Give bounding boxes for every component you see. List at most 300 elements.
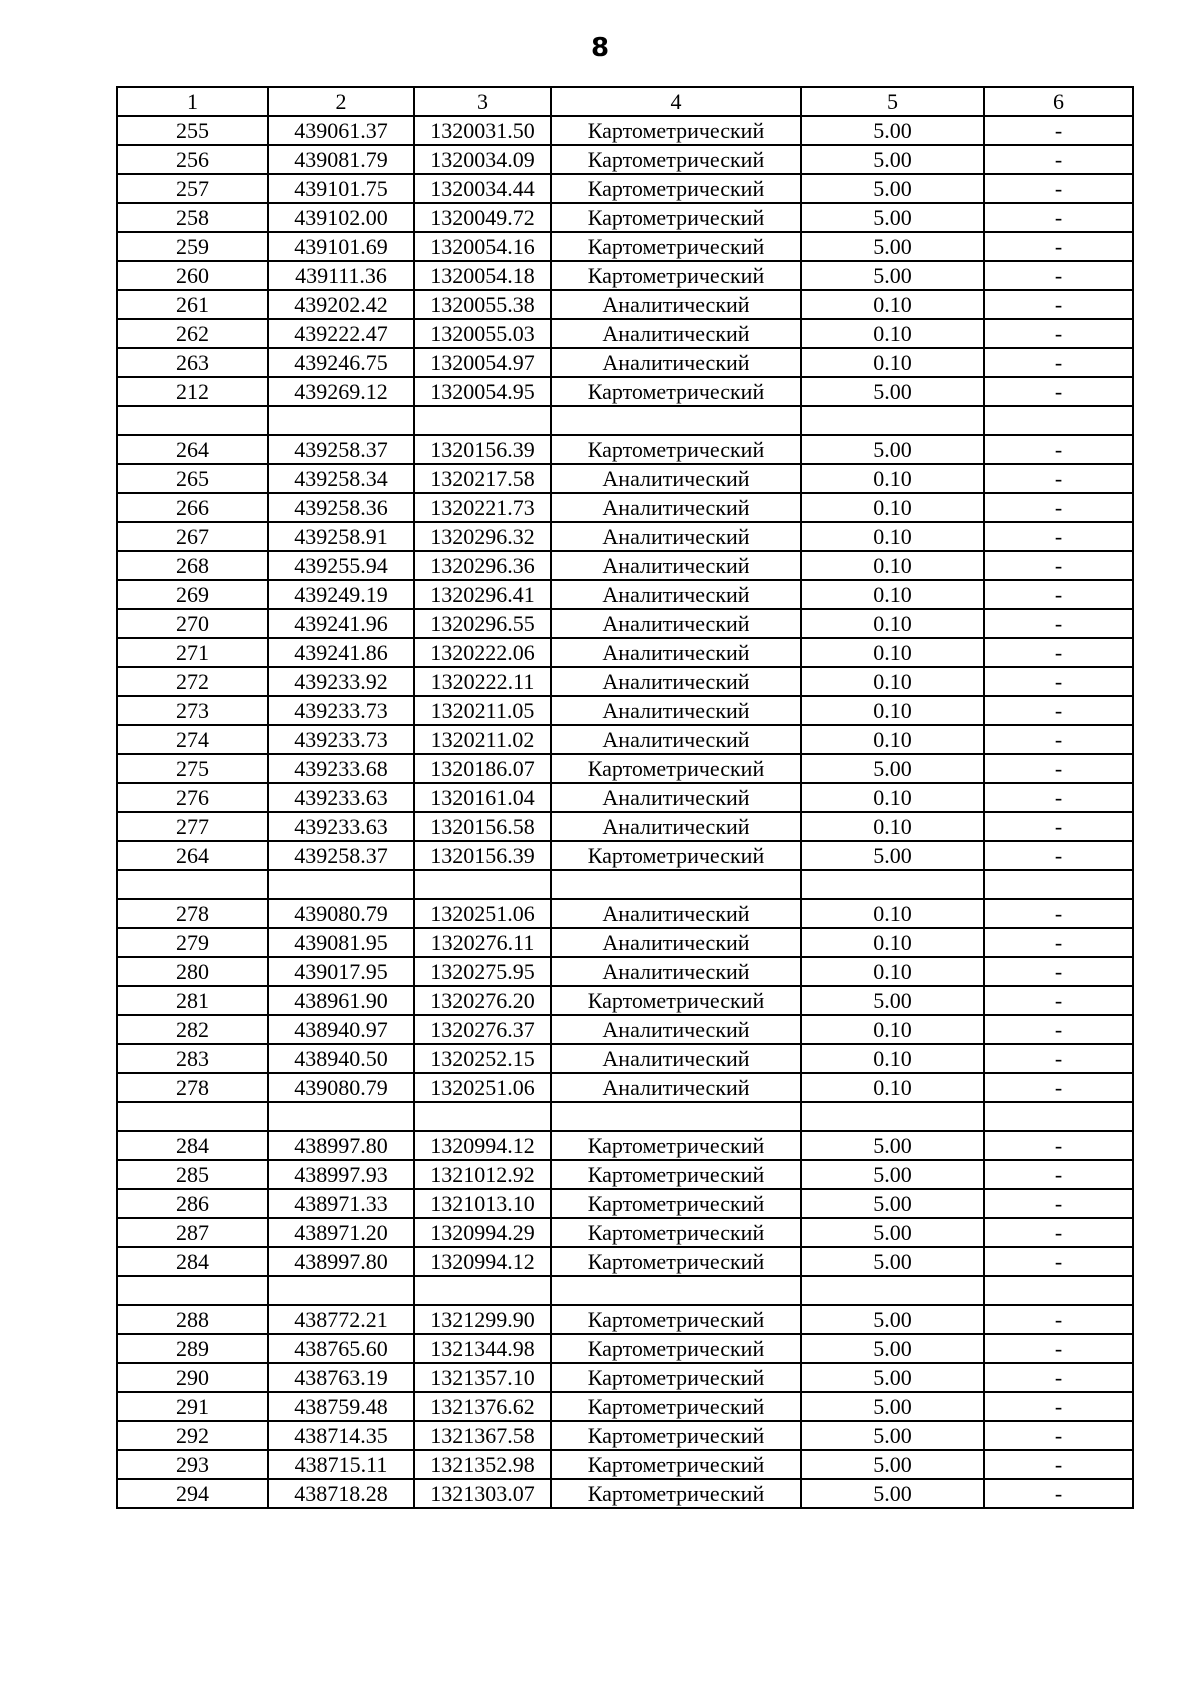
table-row xyxy=(117,493,1133,522)
y-coordinate-cell: 1320156.39 xyxy=(414,435,551,464)
method-cell: Аналитический xyxy=(551,725,801,754)
table-row xyxy=(117,1160,1133,1189)
note-cell: - xyxy=(984,174,1133,203)
table-row xyxy=(117,1015,1133,1044)
column-header: 1 xyxy=(117,87,268,116)
table-row xyxy=(117,928,1133,957)
table-row xyxy=(117,1276,1133,1305)
x-coordinate-cell: 439246.75 xyxy=(268,348,414,377)
method-cell: Картометрический xyxy=(551,203,801,232)
x-coordinate-cell: 439233.73 xyxy=(268,696,414,725)
column-header: 6 xyxy=(984,87,1133,116)
point-number-cell: 258 xyxy=(117,203,268,232)
table-row xyxy=(117,406,1133,435)
y-coordinate-cell: 1320054.95 xyxy=(414,377,551,406)
method-cell: Картометрический xyxy=(551,1131,801,1160)
x-coordinate-cell: 439101.69 xyxy=(268,232,414,261)
accuracy-cell: 5.00 xyxy=(801,1450,984,1479)
point-number-cell: 257 xyxy=(117,174,268,203)
table-row xyxy=(117,551,1133,580)
note-cell: - xyxy=(984,319,1133,348)
accuracy-cell: 0.10 xyxy=(801,290,984,319)
y-coordinate-cell: 1321367.58 xyxy=(414,1421,551,1450)
point-number-cell: 255 xyxy=(117,116,268,145)
accuracy-cell: 5.00 xyxy=(801,1392,984,1421)
method-cell: Аналитический xyxy=(551,580,801,609)
y-coordinate-cell: 1320049.72 xyxy=(414,203,551,232)
accuracy-cell xyxy=(801,870,984,899)
accuracy-cell: 5.00 xyxy=(801,261,984,290)
point-number-cell xyxy=(117,1102,268,1131)
accuracy-cell: 5.00 xyxy=(801,1363,984,1392)
table-row xyxy=(117,1131,1133,1160)
accuracy-cell: 5.00 xyxy=(801,435,984,464)
note-cell: - xyxy=(984,580,1133,609)
point-number-cell: 262 xyxy=(117,319,268,348)
method-cell: Картометрический xyxy=(551,261,801,290)
method-cell: Аналитический xyxy=(551,1044,801,1073)
table-row xyxy=(117,812,1133,841)
note-cell: - xyxy=(984,464,1133,493)
note-cell: - xyxy=(984,1479,1133,1508)
table-row xyxy=(117,1189,1133,1218)
point-number-cell: 284 xyxy=(117,1131,268,1160)
note-cell: - xyxy=(984,1247,1133,1276)
accuracy-cell: 5.00 xyxy=(801,1189,984,1218)
accuracy-cell: 0.10 xyxy=(801,319,984,348)
y-coordinate-cell: 1320222.11 xyxy=(414,667,551,696)
y-coordinate-cell: 1320055.03 xyxy=(414,319,551,348)
accuracy-cell: 5.00 xyxy=(801,174,984,203)
note-cell: - xyxy=(984,609,1133,638)
note-cell: - xyxy=(984,116,1133,145)
y-coordinate-cell: 1320994.12 xyxy=(414,1131,551,1160)
accuracy-cell: 5.00 xyxy=(801,377,984,406)
table-row xyxy=(117,638,1133,667)
note-cell xyxy=(984,1276,1133,1305)
method-cell xyxy=(551,1276,801,1305)
table-row xyxy=(117,1102,1133,1131)
method-cell: Аналитический xyxy=(551,609,801,638)
method-cell: Аналитический xyxy=(551,551,801,580)
note-cell: - xyxy=(984,203,1133,232)
point-number-cell: 292 xyxy=(117,1421,268,1450)
table-row xyxy=(117,580,1133,609)
note-cell: - xyxy=(984,725,1133,754)
table-row xyxy=(117,1334,1133,1363)
point-number-cell xyxy=(117,406,268,435)
point-number-cell: 278 xyxy=(117,1073,268,1102)
x-coordinate-cell: 439233.63 xyxy=(268,783,414,812)
note-cell: - xyxy=(984,232,1133,261)
note-cell: - xyxy=(984,899,1133,928)
y-coordinate-cell: 1321376.62 xyxy=(414,1392,551,1421)
point-number-cell: 267 xyxy=(117,522,268,551)
accuracy-cell: 5.00 xyxy=(801,232,984,261)
y-coordinate-cell: 1321352.98 xyxy=(414,1450,551,1479)
note-cell: - xyxy=(984,957,1133,986)
table-row xyxy=(117,899,1133,928)
point-number-cell: 291 xyxy=(117,1392,268,1421)
x-coordinate-cell: 439233.92 xyxy=(268,667,414,696)
column-header: 5 xyxy=(801,87,984,116)
x-coordinate-cell: 438714.35 xyxy=(268,1421,414,1450)
table-row xyxy=(117,841,1133,870)
method-cell: Картометрический xyxy=(551,116,801,145)
x-coordinate-cell: 439233.68 xyxy=(268,754,414,783)
x-coordinate-cell: 438772.21 xyxy=(268,1305,414,1334)
method-cell: Аналитический xyxy=(551,783,801,812)
method-cell: Картометрический xyxy=(551,1392,801,1421)
method-cell: Картометрический xyxy=(551,232,801,261)
table-row xyxy=(117,522,1133,551)
x-coordinate-cell: 439241.96 xyxy=(268,609,414,638)
point-number-cell: 286 xyxy=(117,1189,268,1218)
method-cell: Аналитический xyxy=(551,290,801,319)
point-number-cell: 276 xyxy=(117,783,268,812)
method-cell: Аналитический xyxy=(551,1015,801,1044)
method-cell: Аналитический xyxy=(551,696,801,725)
y-coordinate-cell: 1320211.05 xyxy=(414,696,551,725)
note-cell: - xyxy=(984,812,1133,841)
method-cell: Аналитический xyxy=(551,464,801,493)
accuracy-cell: 5.00 xyxy=(801,754,984,783)
y-coordinate-cell: 1320054.97 xyxy=(414,348,551,377)
accuracy-cell: 0.10 xyxy=(801,928,984,957)
y-coordinate-cell: 1321357.10 xyxy=(414,1363,551,1392)
point-number-cell: 282 xyxy=(117,1015,268,1044)
x-coordinate-cell xyxy=(268,406,414,435)
accuracy-cell: 5.00 xyxy=(801,116,984,145)
method-cell: Аналитический xyxy=(551,1073,801,1102)
x-coordinate-cell: 438940.50 xyxy=(268,1044,414,1073)
table-row xyxy=(117,754,1133,783)
accuracy-cell: 0.10 xyxy=(801,580,984,609)
method-cell: Картометрический xyxy=(551,377,801,406)
y-coordinate-cell: 1320221.73 xyxy=(414,493,551,522)
method-cell: Картометрический xyxy=(551,754,801,783)
note-cell: - xyxy=(984,783,1133,812)
table-row xyxy=(117,1305,1133,1334)
y-coordinate-cell: 1320055.38 xyxy=(414,290,551,319)
y-coordinate-cell: 1320156.39 xyxy=(414,841,551,870)
point-number-cell: 271 xyxy=(117,638,268,667)
accuracy-cell: 5.00 xyxy=(801,986,984,1015)
point-number-cell: 259 xyxy=(117,232,268,261)
note-cell: - xyxy=(984,1044,1133,1073)
x-coordinate-cell: 439101.75 xyxy=(268,174,414,203)
y-coordinate-cell: 1320034.09 xyxy=(414,145,551,174)
x-coordinate-cell: 439241.86 xyxy=(268,638,414,667)
x-coordinate-cell: 438940.97 xyxy=(268,1015,414,1044)
x-coordinate-cell: 439111.36 xyxy=(268,261,414,290)
y-coordinate-cell: 1320031.50 xyxy=(414,116,551,145)
accuracy-cell: 5.00 xyxy=(801,1218,984,1247)
accuracy-cell: 0.10 xyxy=(801,493,984,522)
point-number-cell: 280 xyxy=(117,957,268,986)
accuracy-cell: 0.10 xyxy=(801,783,984,812)
accuracy-cell: 5.00 xyxy=(801,1160,984,1189)
point-number-cell: 268 xyxy=(117,551,268,580)
method-cell: Картометрический xyxy=(551,1160,801,1189)
table-row xyxy=(117,1073,1133,1102)
page-number: 8 xyxy=(590,33,610,63)
y-coordinate-cell: 1320034.44 xyxy=(414,174,551,203)
y-coordinate-cell: 1321303.07 xyxy=(414,1479,551,1508)
method-cell: Картометрический xyxy=(551,1479,801,1508)
point-number-cell: 279 xyxy=(117,928,268,957)
accuracy-cell: 0.10 xyxy=(801,696,984,725)
accuracy-cell: 0.10 xyxy=(801,899,984,928)
y-coordinate-cell: 1320186.07 xyxy=(414,754,551,783)
y-coordinate-cell xyxy=(414,406,551,435)
point-number-cell: 281 xyxy=(117,986,268,1015)
point-number-cell xyxy=(117,1276,268,1305)
x-coordinate-cell: 439061.37 xyxy=(268,116,414,145)
accuracy-cell: 0.10 xyxy=(801,1073,984,1102)
note-cell: - xyxy=(984,1334,1133,1363)
accuracy-cell: 0.10 xyxy=(801,725,984,754)
accuracy-cell: 5.00 xyxy=(801,1247,984,1276)
x-coordinate-cell: 438763.19 xyxy=(268,1363,414,1392)
point-number-cell: 272 xyxy=(117,667,268,696)
accuracy-cell: 0.10 xyxy=(801,1015,984,1044)
accuracy-cell: 5.00 xyxy=(801,1334,984,1363)
accuracy-cell: 0.10 xyxy=(801,348,984,377)
point-number-cell: 212 xyxy=(117,377,268,406)
y-coordinate-cell: 1320296.36 xyxy=(414,551,551,580)
y-coordinate-cell: 1320252.15 xyxy=(414,1044,551,1073)
y-coordinate-cell: 1320276.37 xyxy=(414,1015,551,1044)
x-coordinate-cell: 438971.33 xyxy=(268,1189,414,1218)
table-row xyxy=(117,435,1133,464)
accuracy-cell: 5.00 xyxy=(801,203,984,232)
point-number-cell: 263 xyxy=(117,348,268,377)
point-number-cell: 284 xyxy=(117,1247,268,1276)
accuracy-cell: 0.10 xyxy=(801,667,984,696)
x-coordinate-cell: 439258.36 xyxy=(268,493,414,522)
x-coordinate-cell: 439202.42 xyxy=(268,290,414,319)
y-coordinate-cell: 1320156.58 xyxy=(414,812,551,841)
x-coordinate-cell: 438997.80 xyxy=(268,1131,414,1160)
x-coordinate-cell: 438997.80 xyxy=(268,1247,414,1276)
point-number-cell: 278 xyxy=(117,899,268,928)
x-coordinate-cell: 438971.20 xyxy=(268,1218,414,1247)
point-number-cell: 283 xyxy=(117,1044,268,1073)
note-cell: - xyxy=(984,1392,1133,1421)
accuracy-cell: 0.10 xyxy=(801,551,984,580)
note-cell: - xyxy=(984,377,1133,406)
y-coordinate-cell: 1320994.29 xyxy=(414,1218,551,1247)
table-row xyxy=(117,1421,1133,1450)
table-row xyxy=(117,1247,1133,1276)
x-coordinate-cell: 439080.79 xyxy=(268,899,414,928)
point-number-cell: 275 xyxy=(117,754,268,783)
x-coordinate-cell: 438718.28 xyxy=(268,1479,414,1508)
accuracy-cell: 0.10 xyxy=(801,464,984,493)
accuracy-cell: 5.00 xyxy=(801,1479,984,1508)
x-coordinate-cell: 439249.19 xyxy=(268,580,414,609)
table-row xyxy=(117,783,1133,812)
note-cell: - xyxy=(984,1421,1133,1450)
point-number-cell: 294 xyxy=(117,1479,268,1508)
note-cell: - xyxy=(984,667,1133,696)
method-cell: Аналитический xyxy=(551,812,801,841)
point-number-cell: 274 xyxy=(117,725,268,754)
x-coordinate-cell: 438997.93 xyxy=(268,1160,414,1189)
point-number-cell: 273 xyxy=(117,696,268,725)
method-cell: Картометрический xyxy=(551,1334,801,1363)
coordinates-table xyxy=(116,86,1134,1509)
x-coordinate-cell: 439269.12 xyxy=(268,377,414,406)
note-cell: - xyxy=(984,1015,1133,1044)
note-cell: - xyxy=(984,522,1133,551)
point-number-cell: 264 xyxy=(117,841,268,870)
note-cell: - xyxy=(984,145,1133,174)
note-cell: - xyxy=(984,754,1133,783)
note-cell: - xyxy=(984,696,1133,725)
note-cell: - xyxy=(984,1160,1133,1189)
note-cell: - xyxy=(984,348,1133,377)
table-row xyxy=(117,1392,1133,1421)
table-row xyxy=(117,464,1133,493)
x-coordinate-cell: 439080.79 xyxy=(268,1073,414,1102)
table-row xyxy=(117,116,1133,145)
table-body xyxy=(117,116,1133,1508)
x-coordinate-cell: 439258.91 xyxy=(268,522,414,551)
point-number-cell: 256 xyxy=(117,145,268,174)
method-cell xyxy=(551,1102,801,1131)
table-row xyxy=(117,609,1133,638)
y-coordinate-cell: 1320276.20 xyxy=(414,986,551,1015)
note-cell: - xyxy=(984,493,1133,522)
accuracy-cell: 0.10 xyxy=(801,609,984,638)
y-coordinate-cell: 1320161.04 xyxy=(414,783,551,812)
table-row xyxy=(117,1363,1133,1392)
note-cell: - xyxy=(984,435,1133,464)
accuracy-cell: 5.00 xyxy=(801,1131,984,1160)
y-coordinate-cell: 1320211.02 xyxy=(414,725,551,754)
note-cell: - xyxy=(984,1218,1133,1247)
point-number-cell: 270 xyxy=(117,609,268,638)
point-number-cell: 293 xyxy=(117,1450,268,1479)
y-coordinate-cell: 1320251.06 xyxy=(414,899,551,928)
y-coordinate-cell xyxy=(414,870,551,899)
point-number-cell xyxy=(117,870,268,899)
method-cell: Аналитический xyxy=(551,522,801,551)
method-cell: Картометрический xyxy=(551,435,801,464)
method-cell: Картометрический xyxy=(551,841,801,870)
table-row xyxy=(117,725,1133,754)
point-number-cell: 266 xyxy=(117,493,268,522)
note-cell: - xyxy=(984,551,1133,580)
note-cell: - xyxy=(984,638,1133,667)
accuracy-cell xyxy=(801,1102,984,1131)
table-row xyxy=(117,145,1133,174)
y-coordinate-cell: 1320222.06 xyxy=(414,638,551,667)
method-cell: Аналитический xyxy=(551,348,801,377)
method-cell: Картометрический xyxy=(551,1421,801,1450)
method-cell: Аналитический xyxy=(551,638,801,667)
method-cell: Аналитический xyxy=(551,957,801,986)
note-cell: - xyxy=(984,1450,1133,1479)
note-cell xyxy=(984,1102,1133,1131)
point-number-cell: 277 xyxy=(117,812,268,841)
point-number-cell: 265 xyxy=(117,464,268,493)
accuracy-cell: 0.10 xyxy=(801,638,984,667)
method-cell: Картометрический xyxy=(551,1218,801,1247)
method-cell: Картометрический xyxy=(551,1305,801,1334)
y-coordinate-cell: 1321344.98 xyxy=(414,1334,551,1363)
table-row xyxy=(117,348,1133,377)
note-cell: - xyxy=(984,1305,1133,1334)
x-coordinate-cell: 439233.63 xyxy=(268,812,414,841)
method-cell: Аналитический xyxy=(551,493,801,522)
table-row xyxy=(117,1450,1133,1479)
y-coordinate-cell: 1320276.11 xyxy=(414,928,551,957)
method-cell: Картометрический xyxy=(551,145,801,174)
accuracy-cell: 5.00 xyxy=(801,1305,984,1334)
x-coordinate-cell xyxy=(268,870,414,899)
accuracy-cell: 0.10 xyxy=(801,812,984,841)
y-coordinate-cell: 1320275.95 xyxy=(414,957,551,986)
x-coordinate-cell: 439222.47 xyxy=(268,319,414,348)
note-cell: - xyxy=(984,841,1133,870)
y-coordinate-cell: 1320217.58 xyxy=(414,464,551,493)
table-row xyxy=(117,174,1133,203)
point-number-cell: 264 xyxy=(117,435,268,464)
point-number-cell: 260 xyxy=(117,261,268,290)
y-coordinate-cell: 1320296.32 xyxy=(414,522,551,551)
point-number-cell: 289 xyxy=(117,1334,268,1363)
method-cell: Картометрический xyxy=(551,986,801,1015)
table-row xyxy=(117,696,1133,725)
y-coordinate-cell xyxy=(414,1102,551,1131)
table-row xyxy=(117,667,1133,696)
column-header: 4 xyxy=(551,87,801,116)
table-row xyxy=(117,1479,1133,1508)
x-coordinate-cell: 438715.11 xyxy=(268,1450,414,1479)
y-coordinate-cell: 1321012.92 xyxy=(414,1160,551,1189)
point-number-cell: 261 xyxy=(117,290,268,319)
method-cell: Аналитический xyxy=(551,928,801,957)
method-cell xyxy=(551,406,801,435)
method-cell: Картометрический xyxy=(551,1450,801,1479)
x-coordinate-cell xyxy=(268,1102,414,1131)
x-coordinate-cell: 439255.94 xyxy=(268,551,414,580)
method-cell: Аналитический xyxy=(551,319,801,348)
method-cell: Картометрический xyxy=(551,1363,801,1392)
method-cell: Аналитический xyxy=(551,899,801,928)
note-cell: - xyxy=(984,1363,1133,1392)
y-coordinate-cell: 1320054.16 xyxy=(414,232,551,261)
method-cell: Картометрический xyxy=(551,1247,801,1276)
table-row xyxy=(117,261,1133,290)
column-header: 3 xyxy=(414,87,551,116)
x-coordinate-cell: 439258.34 xyxy=(268,464,414,493)
y-coordinate-cell: 1320994.12 xyxy=(414,1247,551,1276)
note-cell: - xyxy=(984,928,1133,957)
table-row xyxy=(117,232,1133,261)
y-coordinate-cell: 1321013.10 xyxy=(414,1189,551,1218)
note-cell: - xyxy=(984,986,1133,1015)
y-coordinate-cell: 1320296.41 xyxy=(414,580,551,609)
method-cell: Картометрический xyxy=(551,1189,801,1218)
accuracy-cell xyxy=(801,1276,984,1305)
y-coordinate-cell: 1320251.06 xyxy=(414,1073,551,1102)
x-coordinate-cell: 439017.95 xyxy=(268,957,414,986)
x-coordinate-cell: 439081.79 xyxy=(268,145,414,174)
